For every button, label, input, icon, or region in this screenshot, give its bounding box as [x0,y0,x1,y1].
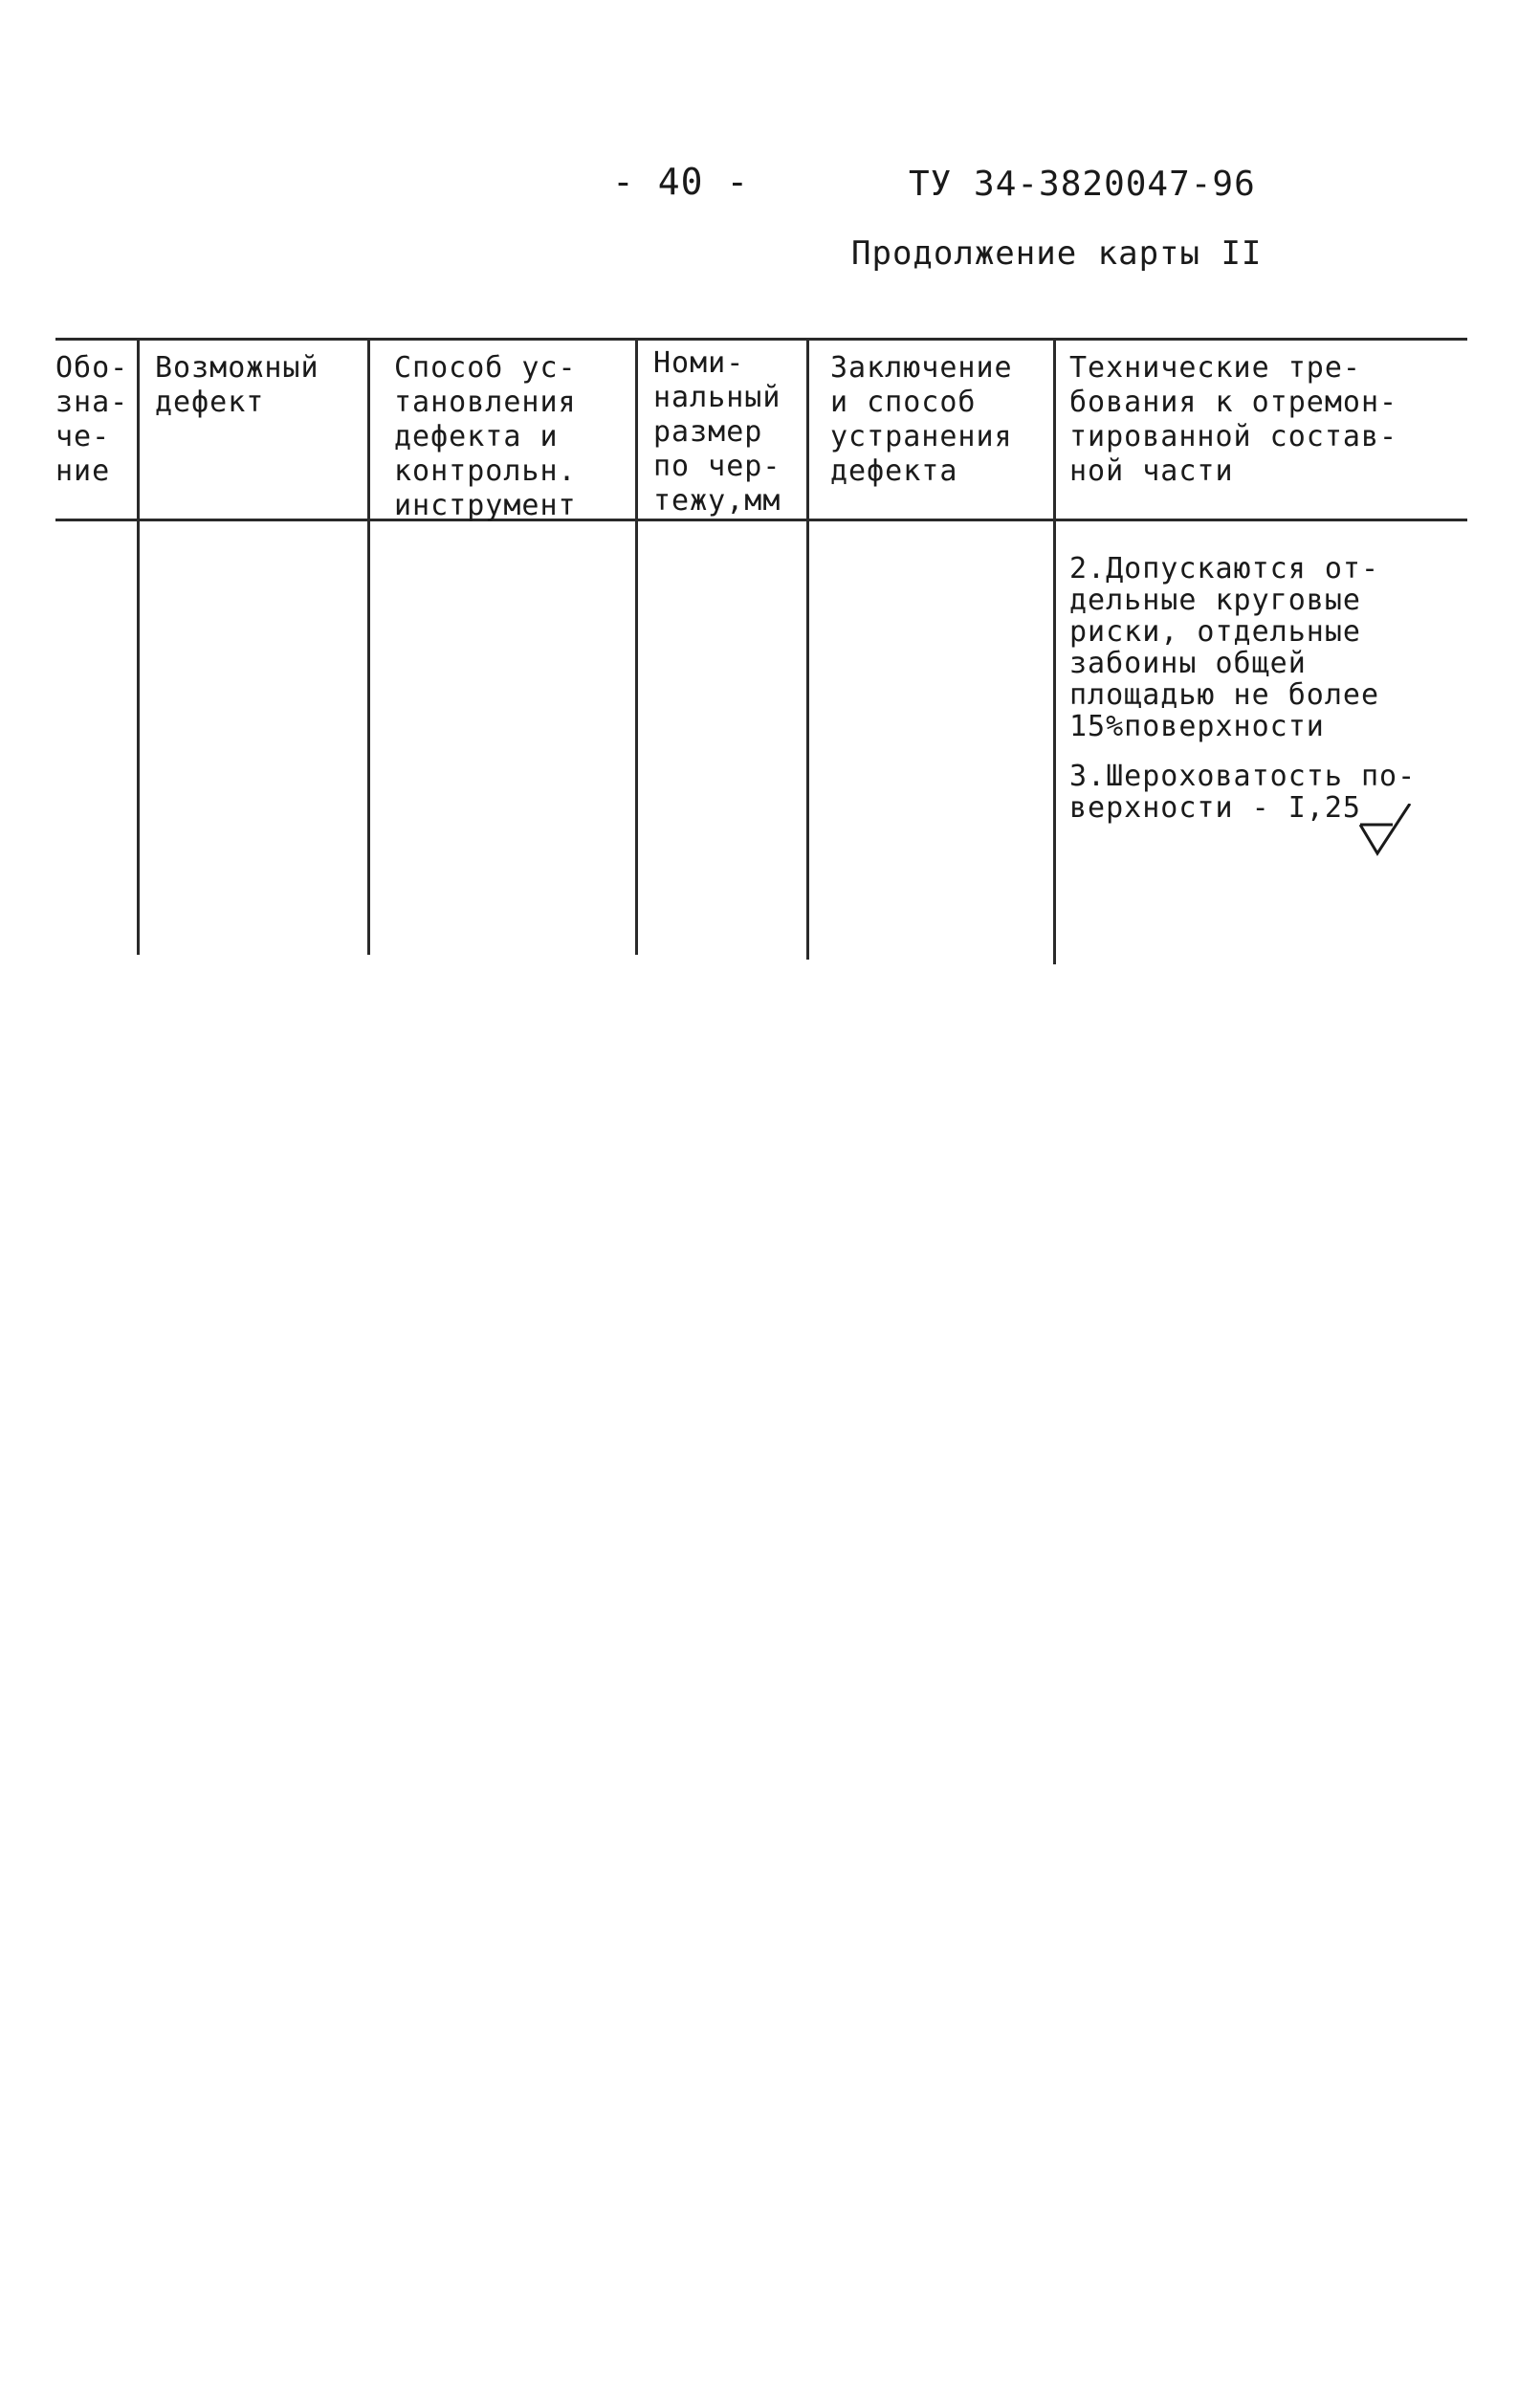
column-header-nominal-size: Номи- нальный размер по чер- тежу,мм [653,346,781,518]
column-divider [806,338,809,960]
column-divider [1053,338,1056,964]
column-header-designation: Обо- зна- че- ние [55,351,129,488]
column-header-defect: Возможный дефект [155,351,319,419]
column-header-tech-requirements: Технические тре- бования к отремон- тированной состав- ной части [1069,351,1398,488]
document-code: ТУ 34-3820047-96 [909,165,1256,204]
column-divider [635,338,638,955]
roughness-triangle-icon [1356,804,1414,865]
column-divider [367,338,370,955]
table-header-rule [55,519,1467,521]
table-top-rule [55,338,1467,341]
page-number: - 40 - [612,161,750,203]
column-header-detection-method: Способ ус- тановления дефекта и контрольн. инструмент [394,351,577,522]
column-divider [137,338,140,955]
column-header-conclusion: Заключение и способ устранения дефекта [830,351,1013,488]
continuation-label: Продолжение карты II [851,234,1263,273]
requirement-item: 2.Допускаются от- дельные круговые риски, отдельные забоины общей площадью не более 15%поверхности [1069,552,1380,743]
requirement-item: 3.Шероховатость по- верхности - I,25 [1069,760,1417,825]
